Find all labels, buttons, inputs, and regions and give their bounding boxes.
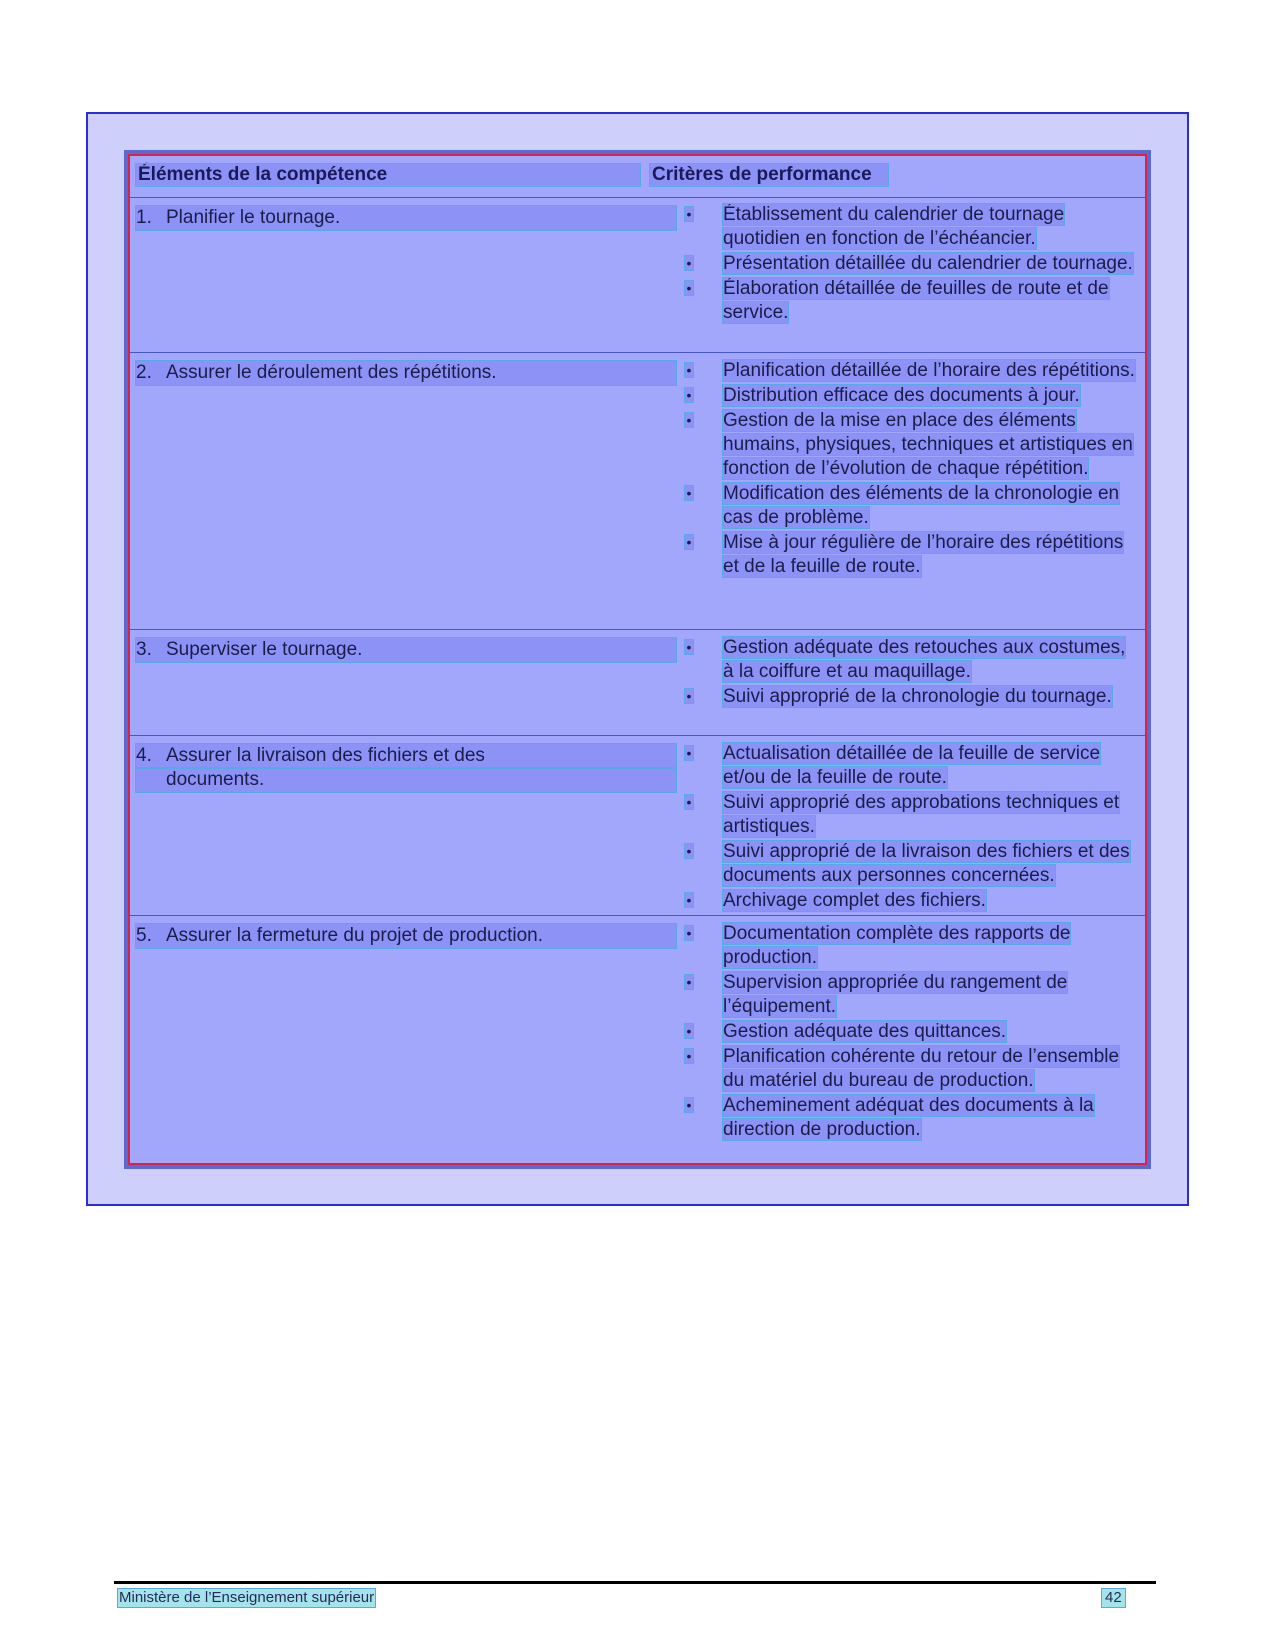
header-elements: Éléments de la compétence <box>136 164 640 186</box>
bullet-icon: • <box>686 1023 692 1039</box>
element-number: 4. <box>136 745 152 766</box>
bullet-icon: • <box>686 688 692 704</box>
table-row <box>130 197 1145 353</box>
element-text: Assurer la fermeture du projet de production. <box>166 925 544 946</box>
criteria-text: Supervision appropriée du rangement de l’équipement. <box>723 972 1068 1017</box>
element-cell <box>136 924 676 948</box>
criteria-item <box>685 531 1135 579</box>
bullet-icon: • <box>686 280 692 296</box>
criteria-item <box>685 971 1135 1019</box>
bullet-icon: • <box>686 485 692 501</box>
footer-organization: Ministère de l’Enseignement supérieur <box>119 1589 375 1606</box>
table-row <box>130 735 1145 916</box>
criteria-item <box>685 409 1135 481</box>
bullet-icon: • <box>686 387 692 403</box>
bullet-icon: • <box>686 639 692 655</box>
table-row <box>130 629 1145 736</box>
bullet-icon: • <box>686 925 692 941</box>
criteria-text: Documentation complète des rapports de production. <box>723 923 1071 968</box>
criteria-item <box>685 922 1135 970</box>
bullet-icon: • <box>686 974 692 990</box>
element-label-continued <box>136 768 676 792</box>
criteria-item <box>685 359 1135 383</box>
criteria-text: Mise à jour régulière de l’horaire des répétitions et de la feuille de route. <box>723 532 1124 577</box>
element-label <box>136 206 676 230</box>
bullet-icon: • <box>686 412 692 428</box>
bullet-icon: • <box>686 534 692 550</box>
bullet-icon: • <box>686 794 692 810</box>
element-cell <box>136 744 676 792</box>
criteria-text: Actualisation détaillée de la feuille de service et/ou de la feuille de route. <box>723 743 1101 788</box>
criteria-item <box>685 203 1135 251</box>
criteria-text: Acheminement adéquat des documents à la direction de production. <box>723 1095 1094 1140</box>
criteria-text: Archivage complet des fichiers. <box>723 890 986 911</box>
criteria-item <box>685 1094 1135 1142</box>
footer-page-number: 42 <box>1102 1589 1125 1607</box>
table-header-row <box>130 156 1145 198</box>
bullet-icon: • <box>686 843 692 859</box>
bullet-icon: • <box>686 745 692 761</box>
element-label <box>136 638 676 662</box>
table-row <box>130 352 1145 630</box>
element-cell <box>136 638 676 662</box>
criteria-text: Planification cohérente du retour de l’ensemble du matériel du bureau de production. <box>723 1046 1120 1091</box>
criteria-item <box>685 1020 1135 1044</box>
criteria-list <box>685 742 1135 914</box>
competency-table-inner <box>128 154 1147 1165</box>
criteria-item <box>685 889 1135 913</box>
bullet-icon: • <box>686 1097 692 1113</box>
criteria-list <box>685 203 1135 326</box>
element-label <box>136 924 676 948</box>
footer-divider <box>114 1581 1156 1584</box>
element-number: 3. <box>136 639 152 660</box>
element-cell <box>136 206 676 230</box>
criteria-list <box>685 636 1135 710</box>
element-cell <box>136 361 676 385</box>
criteria-text: Établissement du calendrier de tournage quotidien en fonction de l’échéancier. <box>723 204 1065 249</box>
criteria-item <box>685 252 1135 276</box>
criteria-item <box>685 384 1135 408</box>
criteria-item <box>685 482 1135 530</box>
criteria-item <box>685 1045 1135 1093</box>
element-number: 2. <box>136 362 152 383</box>
criteria-item <box>685 791 1135 839</box>
table-row <box>130 915 1145 1166</box>
element-label <box>136 361 676 385</box>
criteria-text: Suivi approprié de la chronologie du tournage. <box>723 686 1112 707</box>
criteria-item <box>685 685 1135 709</box>
header-criteria: Critères de performance <box>650 164 888 186</box>
criteria-text: Planification détaillée de l’horaire des répétitions. <box>723 360 1135 381</box>
criteria-text: Gestion adéquate des quittances. <box>723 1021 1007 1042</box>
criteria-item <box>685 636 1135 684</box>
criteria-text: Présentation détaillée du calendrier de tournage. <box>723 253 1133 274</box>
criteria-text: Gestion adéquate des retouches aux costumes, à la coiffure et au maquillage. <box>723 637 1126 682</box>
criteria-list <box>685 922 1135 1143</box>
criteria-text: Suivi approprié de la livraison des fichiers et des documents aux personnes concernées. <box>723 841 1130 886</box>
criteria-item <box>685 742 1135 790</box>
element-text: Assurer la livraison des fichiers et des <box>166 745 485 766</box>
criteria-text: Modification des éléments de la chronologie en cas de problème. <box>723 483 1120 528</box>
criteria-text: Distribution efficace des documents à jour. <box>723 385 1080 406</box>
bullet-icon: • <box>686 255 692 271</box>
element-number: 1. <box>136 207 152 228</box>
element-number: 5. <box>136 925 152 946</box>
element-text: Superviser le tournage. <box>166 639 363 660</box>
element-text: Planifier le tournage. <box>166 207 341 228</box>
element-label <box>136 744 676 768</box>
criteria-item <box>685 277 1135 325</box>
element-text: documents. <box>166 769 265 790</box>
criteria-list <box>685 359 1135 580</box>
bullet-icon: • <box>686 362 692 378</box>
bullet-icon: • <box>686 1048 692 1064</box>
competency-table <box>124 150 1151 1169</box>
element-text: Assurer le déroulement des répétitions. <box>166 362 497 383</box>
bullet-icon: • <box>686 206 692 222</box>
criteria-text: Suivi approprié des approbations techniques et artistiques. <box>723 792 1120 837</box>
criteria-text: Élaboration détaillée de feuilles de route et de service. <box>723 278 1109 323</box>
criteria-text: Gestion de la mise en place des éléments humains, physiques, techniques et artistiques en fonction de l’évolution de chaque répétition. <box>723 410 1133 479</box>
criteria-item <box>685 840 1135 888</box>
bullet-icon: • <box>686 892 692 908</box>
